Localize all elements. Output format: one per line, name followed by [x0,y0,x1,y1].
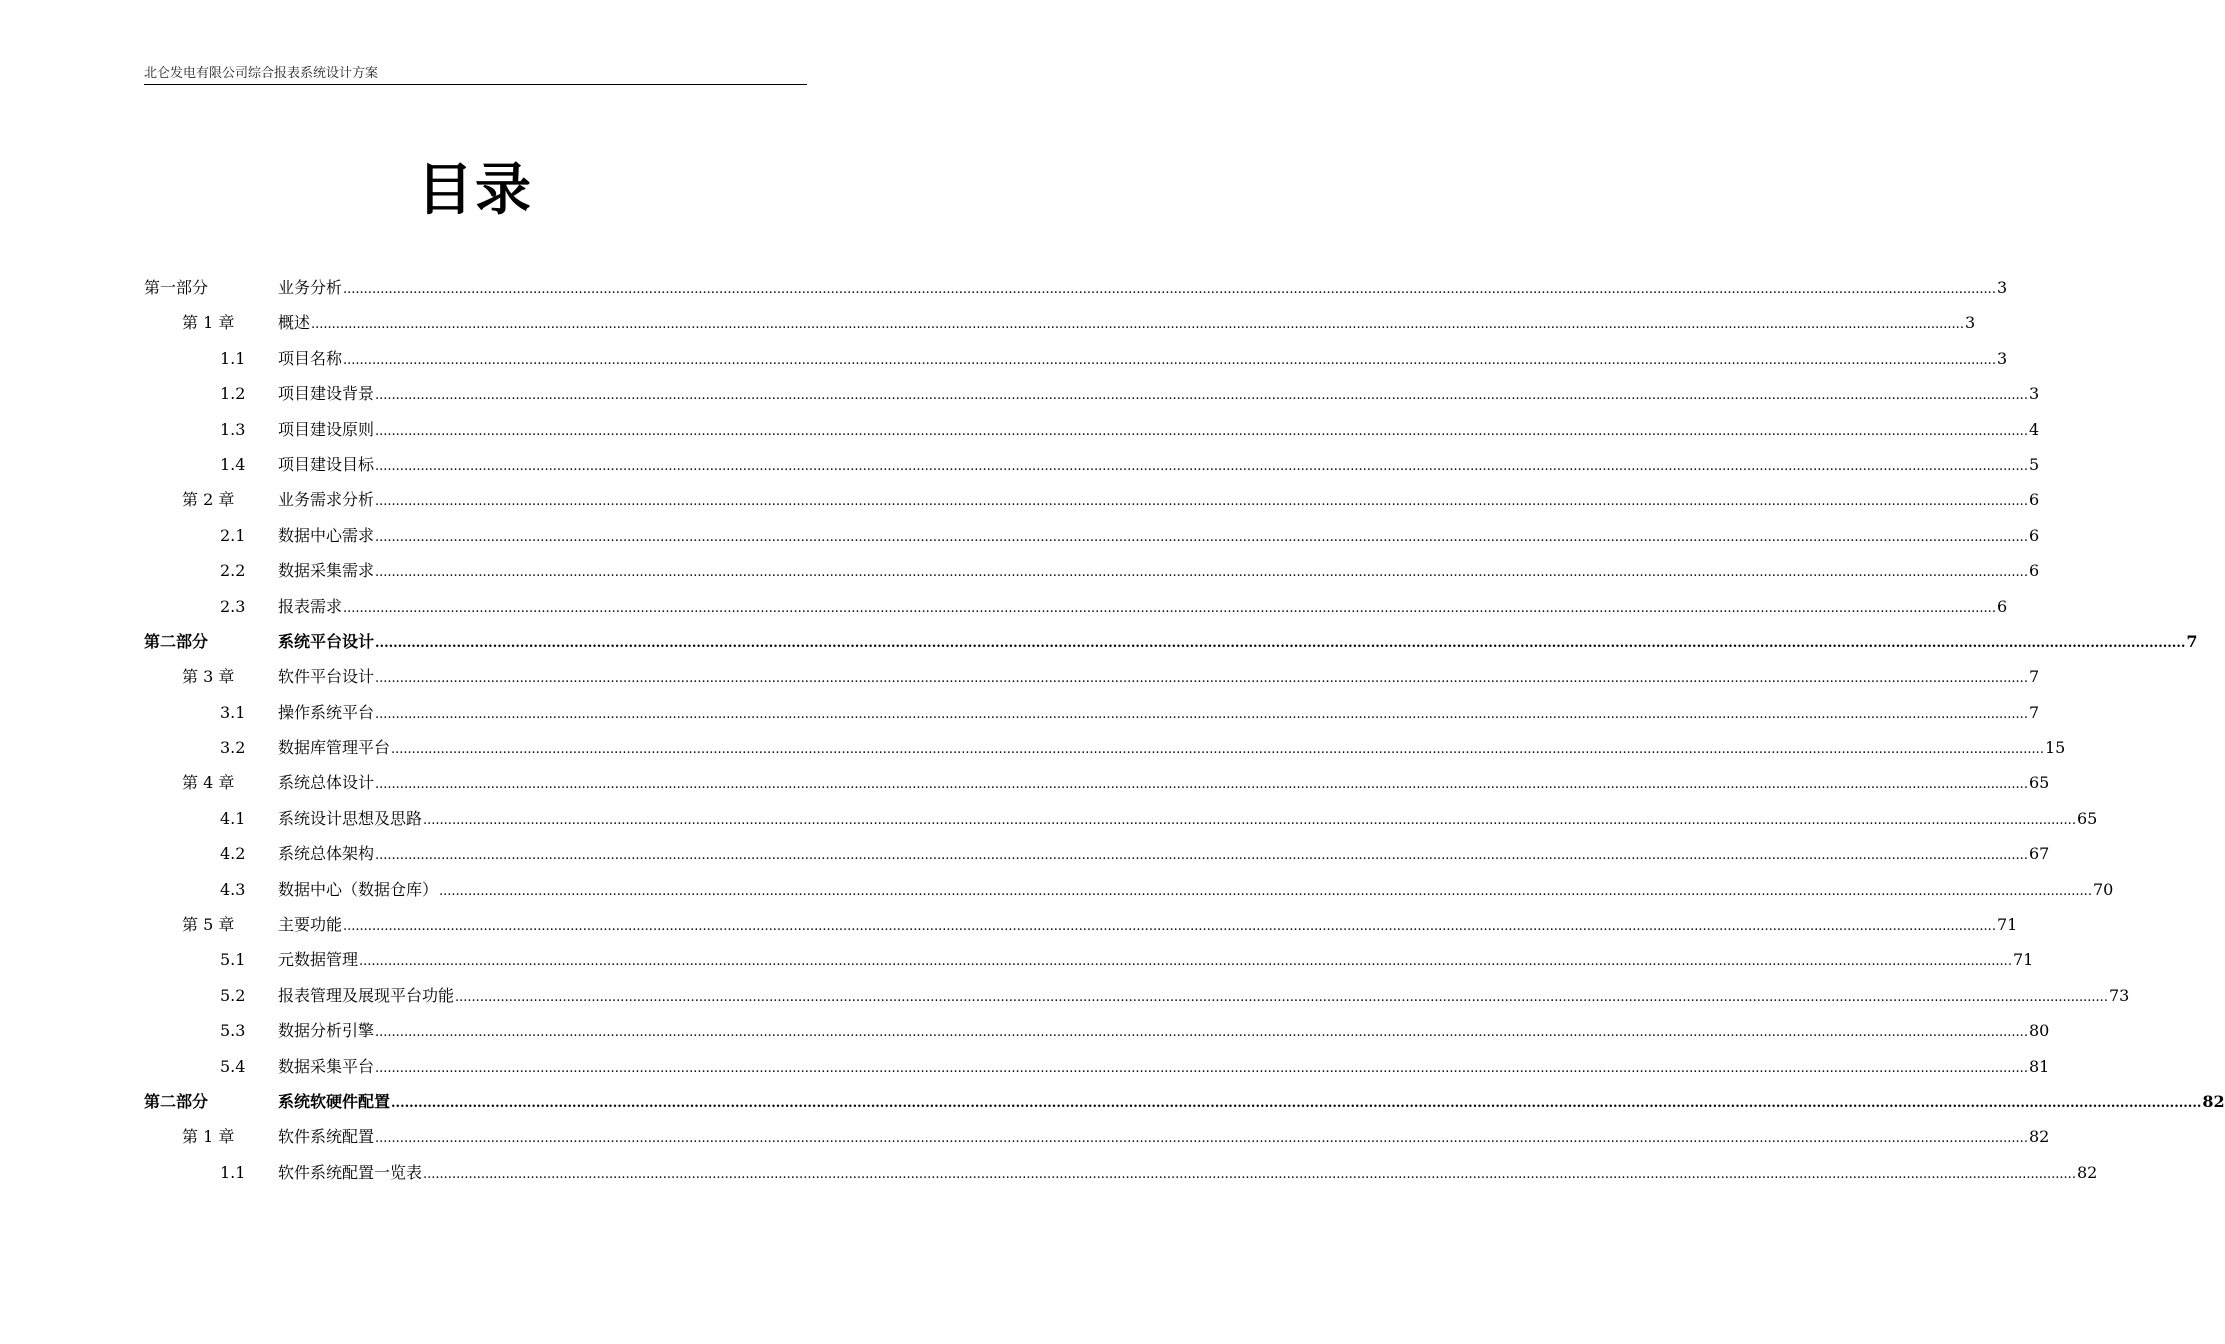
dot-leader: ................................................................................................................................................................................................................................................................................................................................................................................................................ [343,600,1996,616]
toc-entry[interactable] [144,1049,2050,1084]
toc-entry-number: 1.1 [220,348,246,368]
dot-leader: ................................................................................................................................................................................................................................................................................................................................................................................................................ [375,388,2028,404]
toc-entry-number: 第一部分 [144,278,209,297]
dot-leader: ................................................................................................................................................................................................................................................................................................................................................................................................................ [375,458,2028,474]
toc-entry-page: 70 [2092,879,2114,899]
toc-entry-page: 65 [2028,773,2050,793]
toc-entry-page: 6 [2028,525,2040,545]
toc-entry-number: 2.2 [220,561,246,581]
toc-entry-page: 65 [2076,808,2098,828]
toc-entry-label: 系统设计思想及思路 [278,808,423,828]
dot-leader: ................................................................................................................................................................................................................................................................................................................................................................................................................ [375,1060,2028,1076]
toc-entry[interactable] [144,482,2040,517]
toc-entry[interactable] [144,872,2114,907]
toc-entry-page: 6 [2028,490,2040,510]
dot-leader: ................................................................................................................................................................................................................................................................................................................................................................................................................ [391,742,2044,758]
toc-entry-label: 项目建设目标 [278,454,375,474]
toc-entry-page: 71 [2012,950,2034,970]
toc-entry-page: 71 [1996,915,2018,935]
dot-leader: ................................................................................................................................................................................................................................................................................................................................................................................................................ [375,635,2186,651]
toc-entry-label: 操作系统平台 [278,702,375,722]
toc-entry-number: 5.3 [220,1021,246,1041]
toc-entry-number: 第二部分 [144,1091,209,1111]
toc-entry-number: 5.1 [220,950,246,970]
toc-entry-label: 软件平台设计 [278,667,375,687]
toc-entry-label: 软件系统配置一览表 [278,1162,423,1182]
toc-entry-page: 15 [2044,738,2066,758]
toc-entry[interactable] [144,270,2008,305]
toc-entry-label: 项目名称 [278,348,343,368]
toc-entry-number: 第 1 章 [182,1127,235,1147]
toc-entry-label: 数据采集需求 [278,561,375,581]
toc-entry[interactable] [144,907,2018,942]
toc-entry[interactable] [144,801,2098,836]
toc-entry-page: 6 [2028,561,2040,581]
toc-entry[interactable] [144,376,2040,411]
toc-entry-number: 第 2 章 [182,490,235,510]
toc-entry-number: 第 1 章 [182,313,235,333]
toc-entry[interactable] [144,412,2040,447]
dot-leader: ................................................................................................................................................................................................................................................................................................................................................................................................................ [343,919,1996,935]
toc-entry-number: 5.2 [220,985,246,1005]
toc-entry-label: 系统平台设计 [278,631,375,651]
dot-leader: ................................................................................................................................................................................................................................................................................................................................................................................................................ [375,1025,2028,1041]
toc-entry-page: 7 [2028,702,2040,722]
toc-entry-number: 4.2 [220,844,246,864]
dot-leader: ................................................................................................................................................................................................................................................................................................................................................................................................................ [439,883,2092,899]
toc-entry-label: 数据中心需求 [278,525,375,545]
toc-entry-label: 报表需求 [278,596,343,616]
dot-leader: ................................................................................................................................................................................................................................................................................................................................................................................................................ [423,1166,2076,1182]
toc-entry-label: 主要功能 [278,915,343,935]
toc-entry-number: 第 3 章 [182,667,235,687]
toc-entry-page: 73 [2108,985,2130,1005]
dot-leader: ................................................................................................................................................................................................................................................................................................................................................................................................................ [375,671,2028,687]
toc-entry[interactable] [144,589,2008,624]
dot-leader: ................................................................................................................................................................................................................................................................................................................................................................................................................ [375,1131,2028,1147]
toc-entry-number: 3.1 [220,702,246,722]
table-of-contents [144,270,2225,1190]
toc-entry[interactable] [144,765,2050,800]
toc-entry-page: 7 [2028,667,2040,687]
toc-entry-number: 第二部分 [144,631,209,651]
dot-leader: ................................................................................................................................................................................................................................................................................................................................................................................................................ [423,812,2076,828]
toc-entry-page: 3 [1964,313,1976,333]
toc-entry-page: 82 [2202,1091,2225,1111]
toc-entry[interactable] [144,695,2040,730]
toc-entry-page: 3 [1996,348,2008,368]
toc-entry-number: 第 5 章 [182,915,235,935]
toc-entry-label: 软件系统配置 [278,1127,375,1147]
toc-entry-label: 元数据管理 [278,950,359,970]
toc-entry-page: 4 [2028,419,2040,439]
toc-entry-label: 项目建设背景 [278,384,375,404]
toc-entry-page: 7 [2186,631,2198,651]
toc-entry-number: 2.3 [220,596,246,616]
toc-title: 目录 [417,157,533,223]
dot-leader: ................................................................................................................................................................................................................................................................................................................................................................................................................ [391,1095,2202,1111]
toc-entry-number: 1.3 [220,419,246,439]
toc-entry-label: 报表管理及展现平台功能 [278,985,455,1005]
dot-leader: ................................................................................................................................................................................................................................................................................................................................................................................................................ [359,954,2012,970]
toc-entry[interactable] [144,942,2034,977]
dot-leader: ................................................................................................................................................................................................................................................................................................................................................................................................................ [375,494,2028,510]
toc-entry[interactable] [144,978,2130,1013]
toc-entry-label: 数据库管理平台 [278,738,391,758]
toc-entry-label: 业务分析 [278,278,343,297]
toc-entry-number: 5.4 [220,1056,246,1076]
toc-entry[interactable] [144,836,2050,871]
toc-entry-number: 1.4 [220,454,246,474]
toc-entry-page: 80 [2028,1021,2050,1041]
toc-entry-page: 67 [2028,844,2050,864]
toc-entry-number: 1.1 [220,1162,246,1182]
dot-leader: ................................................................................................................................................................................................................................................................................................................................................................................................................ [375,565,2028,581]
toc-entry-page: 3 [2028,384,2040,404]
toc-entry[interactable] [144,1084,2225,1119]
page-header [144,64,807,85]
toc-entry-label: 数据分析引擎 [278,1021,375,1041]
toc-entry[interactable] [144,659,2040,694]
toc-entry[interactable] [144,624,2198,659]
toc-entry-page: 3 [1996,278,2008,297]
toc-entry[interactable] [144,553,2040,588]
toc-entry-page: 81 [2028,1056,2050,1076]
toc-entry[interactable] [144,447,2040,482]
toc-entry[interactable] [144,730,2066,765]
toc-entry-number: 2.1 [220,525,246,545]
toc-entry-number: 3.2 [220,738,246,758]
toc-entry-page: 5 [2028,454,2040,474]
dot-leader: ................................................................................................................................................................................................................................................................................................................................................................................................................ [375,423,2028,439]
dot-leader: ................................................................................................................................................................................................................................................................................................................................................................................................................ [375,706,2028,722]
toc-entry[interactable] [144,1119,2050,1154]
dot-leader: ................................................................................................................................................................................................................................................................................................................................................................................................................ [375,529,2028,545]
toc-entry-label: 系统总体设计 [278,773,375,793]
toc-entry-number: 4.3 [220,879,246,899]
toc-entry-label: 系统总体架构 [278,844,375,864]
header-text: 北仑发电有限公司综合报表系统设计方案 [144,66,379,81]
toc-entry-label: 概述 [278,313,311,333]
toc-entry-number: 1.2 [220,384,246,404]
dot-leader: ................................................................................................................................................................................................................................................................................................................................................................................................................ [343,352,1996,368]
dot-leader: ................................................................................................................................................................................................................................................................................................................................................................................................................ [375,848,2028,864]
dot-leader: ................................................................................................................................................................................................................................................................................................................................................................................................................ [375,777,2028,793]
toc-entry-page: 82 [2076,1162,2098,1182]
toc-entry-label: 系统软硬件配置 [278,1091,391,1111]
toc-entry-page: 6 [1996,596,2008,616]
toc-entry[interactable] [144,341,2008,376]
toc-entry-label: 项目建设原则 [278,419,375,439]
toc-entry-page: 82 [2028,1127,2050,1147]
dot-leader: ................................................................................................................................................................................................................................................................................................................................................................................................................ [311,317,1964,333]
toc-entry-label: 数据中心（数据仓库） [278,879,439,899]
toc-entry-label: 数据采集平台 [278,1056,375,1076]
toc-entry[interactable] [144,1013,2050,1048]
toc-entry-label: 业务需求分析 [278,490,375,510]
dot-leader: ................................................................................................................................................................................................................................................................................................................................................................................................................ [343,282,1996,297]
toc-entry[interactable] [144,518,2040,553]
toc-entry[interactable] [144,305,1976,340]
toc-entry-number: 第 4 章 [182,773,235,793]
toc-entry[interactable] [144,1155,2098,1190]
toc-entry-number: 4.1 [220,808,246,828]
dot-leader: ................................................................................................................................................................................................................................................................................................................................................................................................................ [455,989,2108,1005]
